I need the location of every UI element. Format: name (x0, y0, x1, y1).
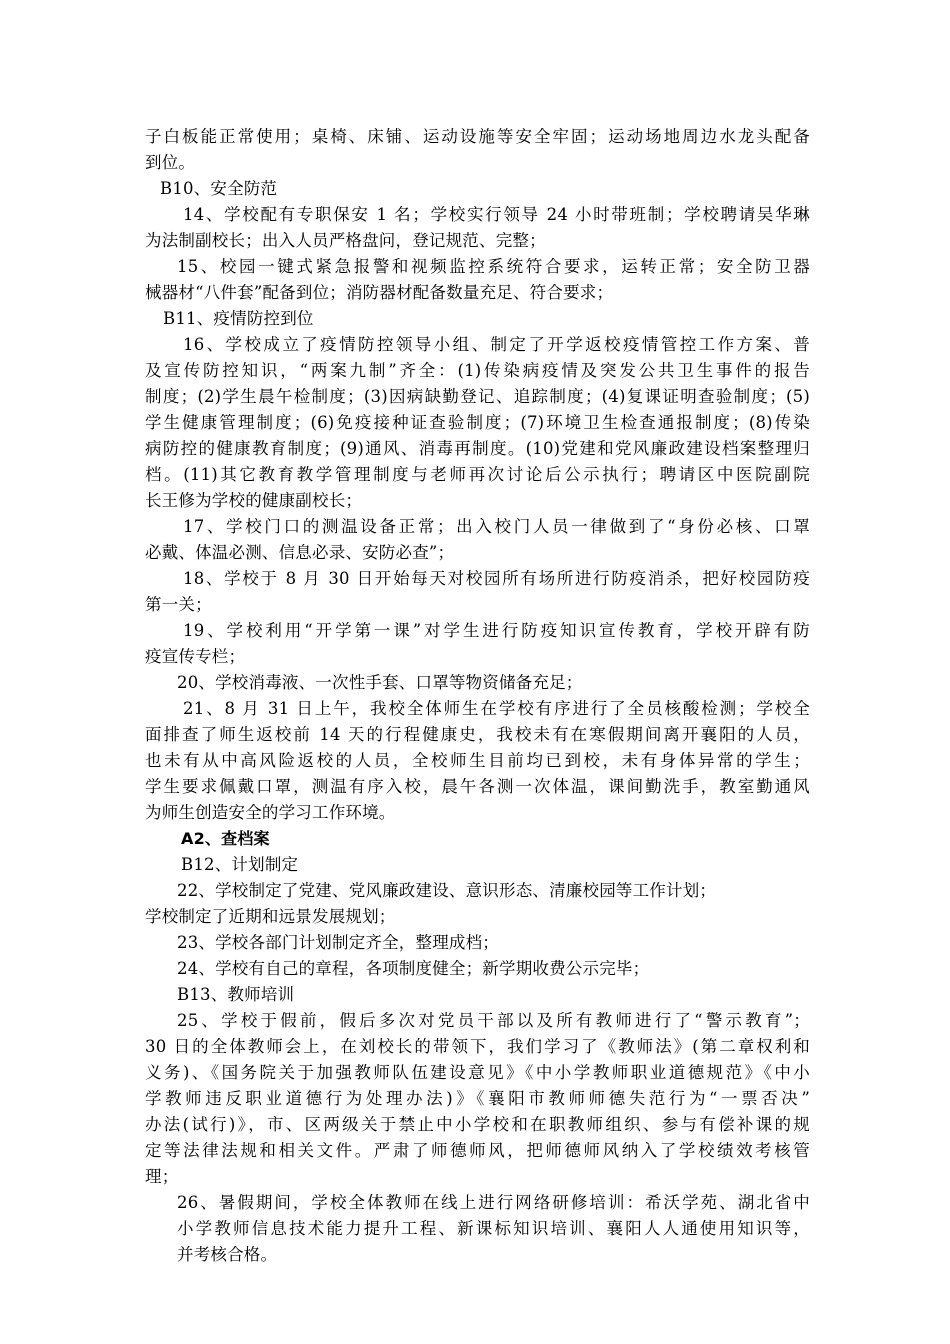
text-line: 必戴、体温必测、信息必录、安防必查”； (145, 543, 455, 562)
text-line: 22、学校制定了党建、党风廉政建设、意识形态、清廉校园等工作计划； (177, 881, 717, 900)
text-line: 26、暑假期间，学校全体教师在线上进行网络研修培训：希沃学苑、湖北省中 (177, 1193, 810, 1212)
text-line: 16、学校成立了疫情防控领导小组、制定了开学返校疫情管控工作方案、普 (183, 335, 810, 354)
text-line: 学校制定了近期和远景发展规划； (145, 907, 396, 926)
text-line: 20、学校消毒液、一次性手套、口罩等物资储备充足； (177, 673, 583, 692)
text-line: 疫宣传专栏； (145, 647, 246, 666)
text-line: 病防控的健康教育制度；(9)通风、消毒再制度。(10)党建和党风廉政建设档案整理归 (145, 439, 810, 458)
text-line: 义务)、《国务院关于加强教师队伍建设意见》《中小学教师职业道德规范》《中小 (145, 1063, 810, 1082)
text-line: 21、8 月 31 日上午，我校全体师生在学校有序进行了全员核酸检测；学校全 (183, 699, 810, 718)
text-line: 理； (145, 1167, 179, 1186)
text-line: 办法(试行)》，市、区两级关于禁止中小学校和在职教师组织、参与有偿补课的规 (145, 1115, 810, 1134)
section-heading-b11: B11、疫情防控到位 (163, 309, 314, 328)
text-line: 19、学校利用“开学第一课”对学生进行防疫知识宣传教育，学校开辟有防 (183, 621, 810, 640)
text-line: 23、学校各部门计划制定齐全，整理成档； (177, 933, 499, 952)
text-line: 15、校园一键式紧急报警和视频监控系统符合要求，运转正常；安全防卫器 (177, 257, 810, 276)
text-line: 到位。 (145, 153, 196, 172)
text-line: 学生要求佩戴口罩，测温有序入校，晨午各测一次体温，课间勤洗手，教室勤通风 (145, 777, 810, 796)
text-line: 子白板能正常使用；桌椅、床铺、运动设施等安全牢固；运动场地周边水龙头配备 (145, 127, 810, 146)
text-line: 及宣传防控知识，“两案九制”齐全：(1)传染病疫情及突发公共卫生事件的报告 (145, 361, 810, 380)
text-line: 制度；(2)学生晨午检制度；(3)因病缺勤登记、追踪制度；(4)复课证明查验制度；(5) (145, 387, 810, 406)
section-heading-b13: B13、教师培训 (177, 985, 295, 1004)
text-line: 为师生创造安全的学习工作环境。 (145, 803, 396, 822)
section-heading-b12: B12、计划制定 (181, 855, 299, 874)
text-line: 25、学校于假前，假后多次对党员干部以及所有教师进行了“警示教育”； (177, 1011, 810, 1030)
section-heading-a2: A2、查档案 (181, 829, 270, 848)
text-line: 为法制副校长；出入人员严格盘问，登记规范、完整； (145, 231, 546, 250)
text-line: 长王修为学校的健康副校长； (145, 491, 363, 510)
text-line: 也未有从中高风险返校的人员，全校师生目前均已到校，未有身体异常的学生； (145, 751, 810, 770)
text-line: 学生健康管理制度；(6)免疫接种证查验制度；(7)环境卫生检查通报制度；(8)传染 (145, 413, 810, 432)
text-line: 档。(11)其它教育教学管理制度与老师再次讨论后公示执行；聘请区中医院副院 (145, 465, 810, 484)
text-line: 18、学校于 8 月 30 日开始每天对校园所有场所进行防疫消杀，把好校园防疫 (183, 569, 810, 588)
text-line: 械器材“八件套”配备到位；消防器材配备数量充足、符合要求； (145, 283, 614, 302)
text-line: 学教师违反职业道德行为处理办法)》《襄阳市教师师德失范行为“一票否决” (145, 1089, 810, 1108)
text-line: 定等法律法规和相关文件。严肃了师德师风，把师德师风纳入了学校绩效考核管 (145, 1141, 810, 1160)
text-line: 并考核合格。 (177, 1245, 278, 1264)
text-line: 17、学校门口的测温设备正常；出入校门人员一律做到了“身份必核、口罩 (183, 517, 810, 536)
text-line: 24、学校有自己的章程，各项制度健全；新学期收费公示完毕； (177, 959, 650, 978)
text-line: 小学教师信息技术能力提升工程、新课标知识培训、襄阳人人通使用知识等， (177, 1219, 810, 1238)
text-line: 30 日的全体教师会上，在刘校长的带领下，我们学习了《教师法》(第二章权利和 (145, 1037, 810, 1056)
text-line: 第一关； (145, 595, 212, 614)
text-line: 面排查了师生返校前 14 天的行程健康史，我校未有在寒假期间离开襄阳的人员， (145, 725, 810, 744)
section-heading-b10: B10、安全防范 (160, 179, 278, 198)
text-line: 14、学校配有专职保安 1 名；学校实行领导 24 小时带班制；学校聘请吴华琳 (183, 205, 810, 224)
